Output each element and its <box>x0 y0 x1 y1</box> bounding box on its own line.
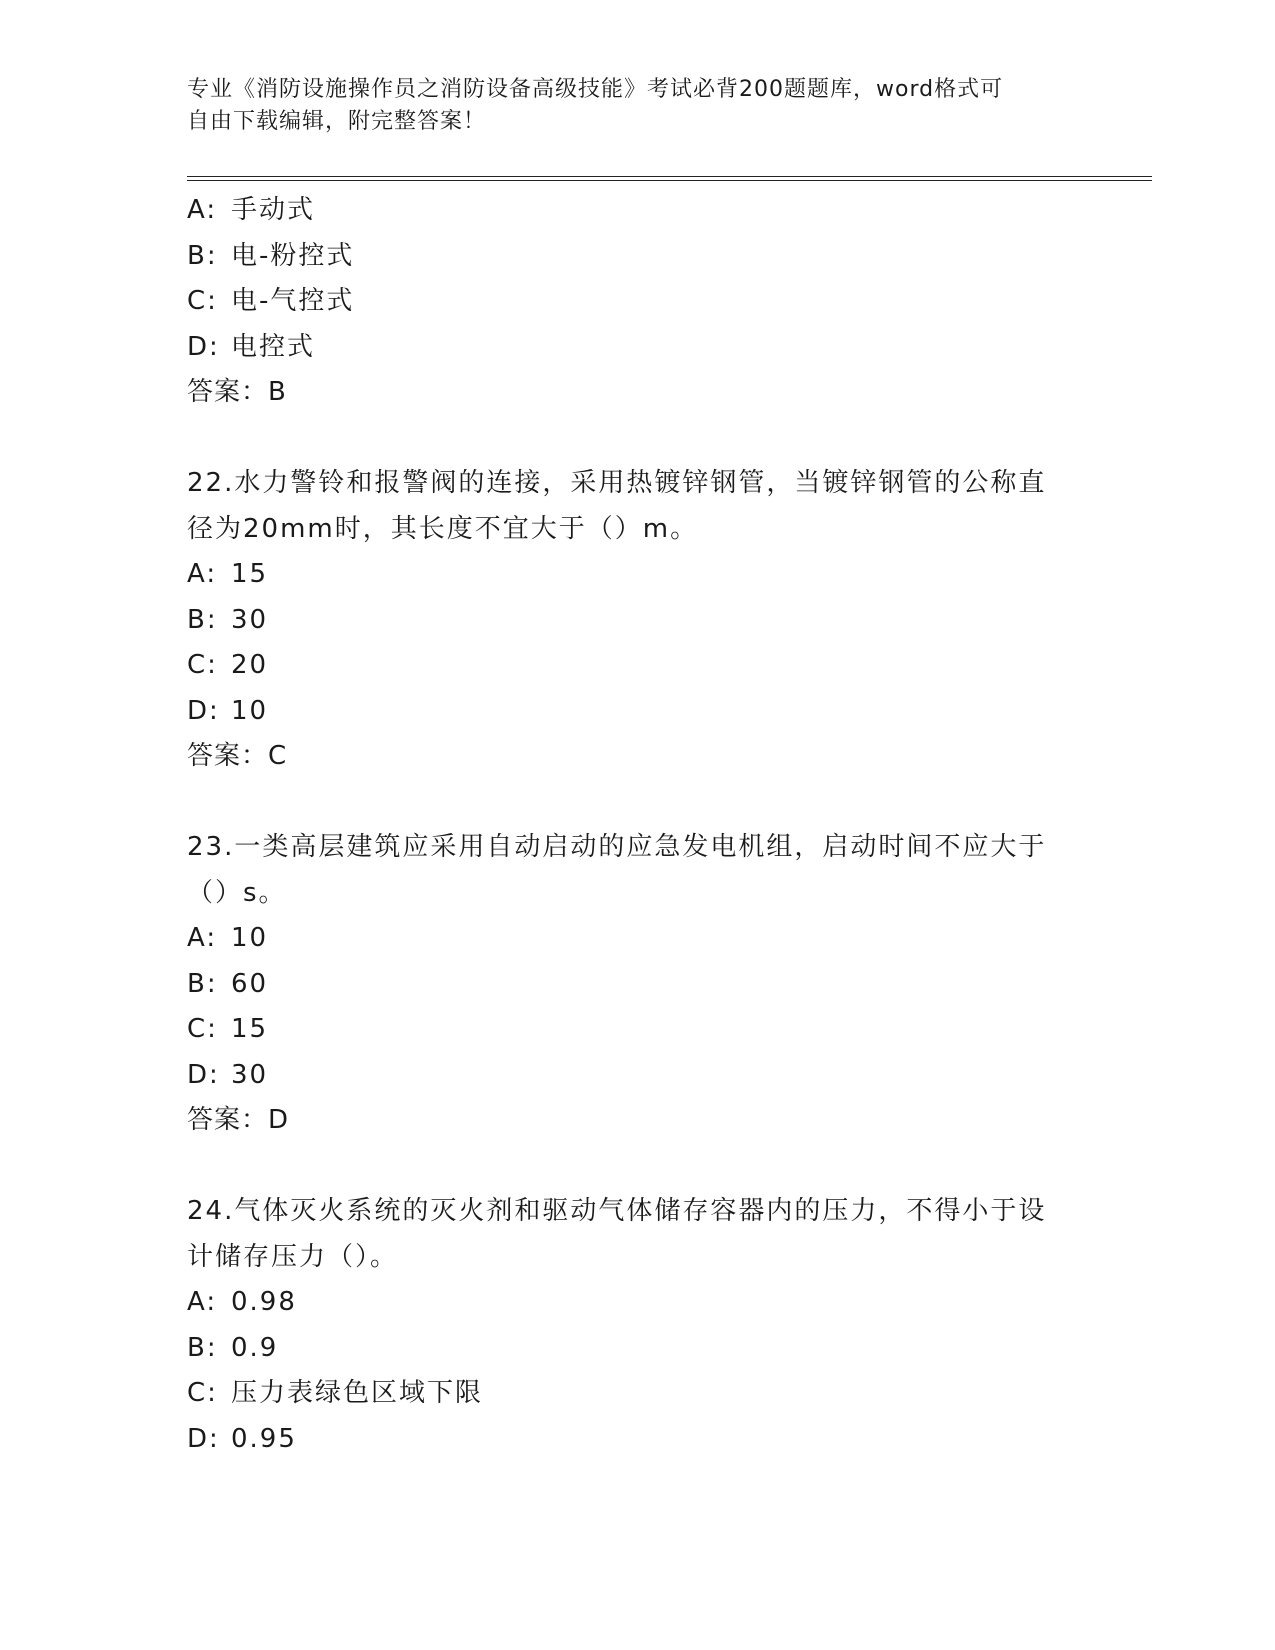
option-text: 0.98 <box>231 1287 297 1317</box>
option-letter: B: <box>187 1332 218 1363</box>
question-stem-line-1: 23.一类高层建筑应采用自动启动的应急发电机组，启动时间不应大于 <box>187 832 1047 862</box>
option-text: 10 <box>231 695 269 726</box>
option-a <box>187 188 1087 234</box>
question-stem-line-1: 24.气体灭火系统的灭火剂和驱动气体储存容器内的压力，不得小于设 <box>187 1196 1047 1226</box>
option-letter: C: <box>187 1014 218 1044</box>
option-b <box>187 234 1087 280</box>
option-c <box>187 1371 1087 1417</box>
answer-line: 答案：C <box>187 741 288 771</box>
option-a <box>187 552 1087 598</box>
option-text: 15 <box>231 1014 269 1044</box>
option-d <box>187 689 1087 735</box>
option-text: 20 <box>231 650 269 680</box>
option-text: 0.9 <box>231 1332 279 1363</box>
option-text: 30 <box>231 1059 269 1090</box>
option-text: 30 <box>231 604 269 635</box>
option-letter: D: <box>187 695 220 726</box>
page-header <box>187 74 1067 138</box>
option-text: 电控式 <box>231 331 316 362</box>
option-letter: B: <box>187 604 218 635</box>
option-text: 60 <box>231 968 269 999</box>
option-text: 15 <box>231 559 269 589</box>
option-letter: D: <box>187 331 220 362</box>
option-d <box>187 325 1087 371</box>
option-b <box>187 1326 1087 1372</box>
option-c <box>187 643 1087 689</box>
spacer <box>187 416 1087 462</box>
option-text: 10 <box>231 923 269 953</box>
question-23 <box>187 825 1087 1144</box>
answer-line: 答案：B <box>187 377 287 407</box>
option-c <box>187 279 1087 325</box>
option-letter: D: <box>187 1423 220 1454</box>
option-letter: A: <box>187 1287 218 1317</box>
spacer <box>187 780 1087 826</box>
header-title-line-2: 自由下载编辑，附完整答案！ <box>187 109 487 134</box>
question-stem-line-1: 22.水力警铃和报警阀的连接，采用热镀锌钢管，当镀锌钢管的公称直 <box>187 468 1047 498</box>
question-21-partial <box>187 188 1087 416</box>
option-d <box>187 1053 1087 1099</box>
option-text: 0.95 <box>231 1423 297 1454</box>
option-a <box>187 1280 1087 1326</box>
option-letter: D: <box>187 1059 220 1090</box>
option-letter: A: <box>187 923 218 953</box>
option-b <box>187 598 1087 644</box>
option-letter: A: <box>187 559 218 589</box>
option-letter: C: <box>187 650 218 680</box>
option-text: 电-粉控式 <box>231 240 355 271</box>
header-title-line-1: 专业《消防设施操作员之消防设备高级技能》考试必背200题题库，word格式可 <box>187 77 1004 102</box>
option-letter: C: <box>187 1378 218 1408</box>
option-letter: C: <box>187 286 218 316</box>
option-text: 压力表绿色区域下限 <box>231 1378 484 1408</box>
option-letter: B: <box>187 968 218 999</box>
question-22 <box>187 461 1087 780</box>
option-text: 电-气控式 <box>231 286 355 316</box>
option-c <box>187 1007 1087 1053</box>
option-d <box>187 1417 1087 1463</box>
header-divider <box>187 176 1152 181</box>
question-list <box>187 188 1087 1462</box>
option-b <box>187 962 1087 1008</box>
spacer <box>187 1144 1087 1190</box>
option-letter: B: <box>187 240 218 271</box>
question-24 <box>187 1189 1087 1462</box>
option-text: 手动式 <box>231 195 316 225</box>
option-letter: A: <box>187 195 218 225</box>
answer-line: 答案：D <box>187 1105 290 1135</box>
question-stem-line-2: 径为20mm时，其长度不宜大于（）m。 <box>187 513 699 544</box>
option-a <box>187 916 1087 962</box>
question-stem-line-2: （）s。 <box>187 877 287 908</box>
question-stem-line-2: 计储存压力（）。 <box>187 1241 399 1272</box>
